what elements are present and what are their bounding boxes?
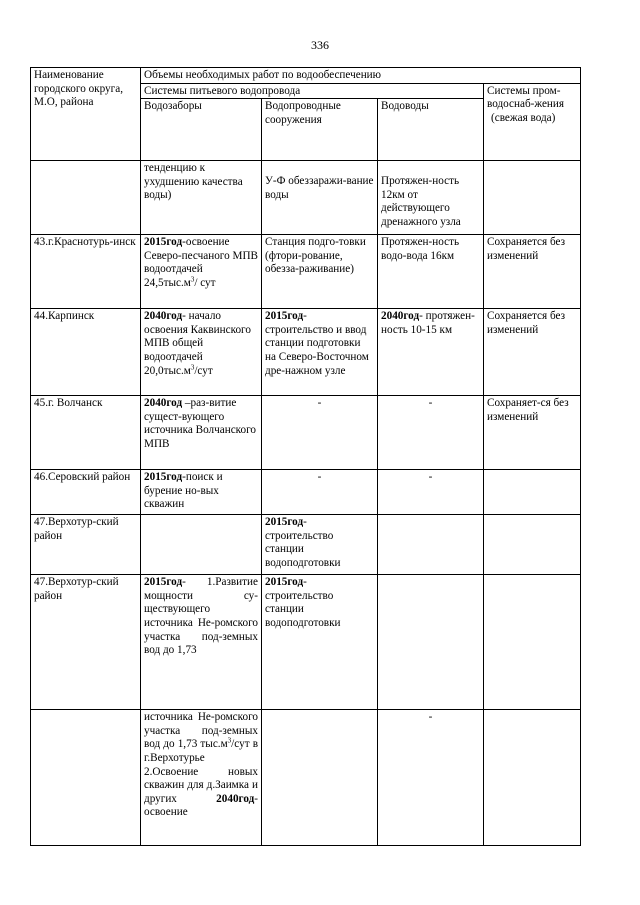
conduits-text: - протяжен-ность 10-15 км bbox=[381, 310, 475, 336]
table-row bbox=[31, 396, 581, 470]
row-conduits-cell bbox=[378, 396, 484, 470]
intakes-text: тенденцию к ухудшению качества воды) bbox=[144, 162, 243, 202]
row-conduits-cell bbox=[378, 309, 484, 396]
row-name-cell bbox=[31, 161, 141, 235]
conduits-text: - bbox=[428, 471, 433, 484]
row-intakes-cell bbox=[141, 309, 262, 396]
row-name-cell bbox=[31, 575, 141, 710]
structures-text: - строительство и ввод станции подготовки на Северо-Восточном дре-нажном узле bbox=[265, 310, 369, 377]
year-label: 2040год bbox=[144, 310, 183, 323]
district-name: 43.г.Краснотурь-инск bbox=[34, 236, 136, 249]
row-structures-cell bbox=[262, 309, 378, 396]
row-industrial-cell bbox=[484, 710, 581, 846]
header-works-cell bbox=[141, 68, 581, 84]
conduits-text: - bbox=[428, 397, 433, 410]
header-works-title: Объемы необходимых работ по водообеспечению bbox=[144, 69, 382, 81]
row-intakes-cell bbox=[141, 161, 262, 235]
intakes-text: - 1.Развитие мощности су-ществующего источника Не-ромского участка под-земных вод до 1,73 bbox=[144, 576, 258, 657]
row-intakes-cell bbox=[141, 235, 262, 309]
table-row bbox=[31, 515, 581, 575]
structures-text: - строительство станции водоподготовки bbox=[265, 516, 341, 569]
header-drinking-title: Системы питьевого водопровода bbox=[144, 84, 301, 97]
header-structures: Водопроводные сооружения bbox=[265, 100, 341, 126]
row-industrial-cell bbox=[484, 235, 581, 309]
row-industrial-cell bbox=[484, 515, 581, 575]
intakes-text: источника Не-ромского участка под-земных вод до 1,73 тыс.м bbox=[144, 711, 258, 751]
table-row bbox=[31, 161, 581, 235]
year-label: 2015год bbox=[265, 310, 304, 323]
header-industrial-cell bbox=[484, 83, 581, 161]
row-structures-cell bbox=[262, 710, 378, 846]
structures-text: - bbox=[317, 471, 322, 484]
row-conduits-cell bbox=[378, 235, 484, 309]
row-intakes-cell bbox=[141, 515, 262, 575]
row-name-cell bbox=[31, 309, 141, 396]
row-name-cell bbox=[31, 396, 141, 470]
row-conduits-cell bbox=[378, 710, 484, 846]
unit-superscript: 3 bbox=[190, 275, 195, 284]
table-row bbox=[31, 309, 581, 396]
conduits-text: - bbox=[428, 711, 433, 724]
structures-text: - строительство станции водоподготовки bbox=[265, 576, 341, 629]
structures-text: У-Ф обеззаражи-вание воды bbox=[265, 175, 374, 201]
row-structures-cell bbox=[262, 161, 378, 235]
row-name-cell bbox=[31, 515, 141, 575]
table-row bbox=[31, 575, 581, 710]
year-label: 2015год bbox=[265, 576, 304, 589]
industrial-text: Сохраняется без изменений bbox=[487, 236, 566, 262]
page-number: 336 bbox=[311, 38, 329, 52]
row-industrial-cell bbox=[484, 161, 581, 235]
intakes-end: -освоение bbox=[144, 792, 258, 819]
intakes-text: –раз-витие сущест-вующего источника Волчанского МПВ bbox=[144, 397, 257, 450]
conduits-text: Протяжен-ность водо-вода 16км bbox=[381, 236, 460, 262]
industrial-text: Сохраняет-ся без изменений bbox=[487, 397, 569, 423]
row-intakes-cell bbox=[141, 575, 262, 710]
intakes-text: -поиск и бурение но-вых скважин bbox=[144, 471, 223, 511]
year-label: 2015год bbox=[265, 516, 304, 529]
year-label: 2040год bbox=[381, 310, 420, 323]
row-structures-cell bbox=[262, 575, 378, 710]
year-label: 2040год bbox=[216, 792, 255, 805]
row-structures-cell bbox=[262, 515, 378, 575]
row-intakes-cell bbox=[141, 710, 262, 846]
year-label: 2040год bbox=[144, 397, 183, 410]
table-row bbox=[31, 470, 581, 515]
year-label: 2015год bbox=[144, 236, 183, 249]
row-structures-cell bbox=[262, 235, 378, 309]
header-name: Наименование городского округа, М.О, района bbox=[34, 69, 124, 109]
district-name: 46.Серовский район bbox=[34, 471, 131, 484]
intakes-tail: /сут bbox=[194, 364, 213, 377]
header-intakes: Водозаборы bbox=[144, 100, 202, 113]
row-intakes-cell bbox=[141, 396, 262, 470]
header-intakes-cell bbox=[141, 99, 262, 161]
table-row bbox=[31, 710, 581, 846]
row-conduits-cell bbox=[378, 470, 484, 515]
row-intakes-cell bbox=[141, 470, 262, 515]
year-label: 2015год bbox=[144, 471, 183, 484]
district-name: 47.Верхотур-ский район bbox=[34, 576, 119, 602]
row-conduits-cell bbox=[378, 575, 484, 710]
unit-superscript: 3 bbox=[227, 736, 232, 745]
row-conduits-cell bbox=[378, 161, 484, 235]
structures-text: Станция подго-товки (фтори-рование, обезза-раживание) bbox=[265, 236, 366, 276]
header-industrial: Системы пром-водоснаб-жения bbox=[487, 84, 565, 111]
conduits-text: Протяжен-ность 12км от действующего дренажного узла bbox=[381, 175, 461, 228]
header-structures-cell bbox=[262, 99, 378, 161]
row-conduits-cell bbox=[378, 515, 484, 575]
row-industrial-cell bbox=[484, 396, 581, 470]
header-drinking-cell bbox=[141, 83, 484, 99]
row-structures-cell bbox=[262, 470, 378, 515]
water-supply-table bbox=[30, 67, 581, 846]
unit-superscript: 3 bbox=[190, 362, 195, 371]
intakes-tail: /сут в г.Верхотурье 2.Освоение новых скважин для д.Заимка и других bbox=[144, 738, 258, 805]
header-industrial-note: (свежая вода) bbox=[491, 111, 556, 124]
district-name: 45.г. Волчанск bbox=[34, 397, 103, 410]
year-label: 2015год bbox=[144, 576, 183, 589]
header-name-cell bbox=[31, 68, 141, 161]
intakes-text: -освоение Северо-песчаного МПВ водоотдачей 24,5тыс.м bbox=[144, 236, 258, 289]
header-conduits: Водоводы bbox=[381, 100, 429, 113]
intakes-text: - начало освоения Каквинского МПВ общей водоотдачей 20,0тыс.м bbox=[144, 310, 251, 377]
industrial-text: Сохраняется без изменений bbox=[487, 310, 566, 336]
structures-text: - bbox=[317, 397, 322, 410]
row-industrial-cell bbox=[484, 309, 581, 396]
row-industrial-cell bbox=[484, 470, 581, 515]
row-name-cell bbox=[31, 470, 141, 515]
row-name-cell bbox=[31, 710, 141, 846]
row-structures-cell bbox=[262, 396, 378, 470]
header-row-1 bbox=[31, 68, 581, 84]
district-name: 44.Карпинск bbox=[34, 310, 95, 323]
district-name: 47.Верхотур-ский район bbox=[34, 516, 119, 542]
row-industrial-cell bbox=[484, 575, 581, 710]
intakes-tail: / сут bbox=[194, 276, 216, 289]
table-row bbox=[31, 235, 581, 309]
row-name-cell bbox=[31, 235, 141, 309]
header-conduits-cell bbox=[378, 99, 484, 161]
